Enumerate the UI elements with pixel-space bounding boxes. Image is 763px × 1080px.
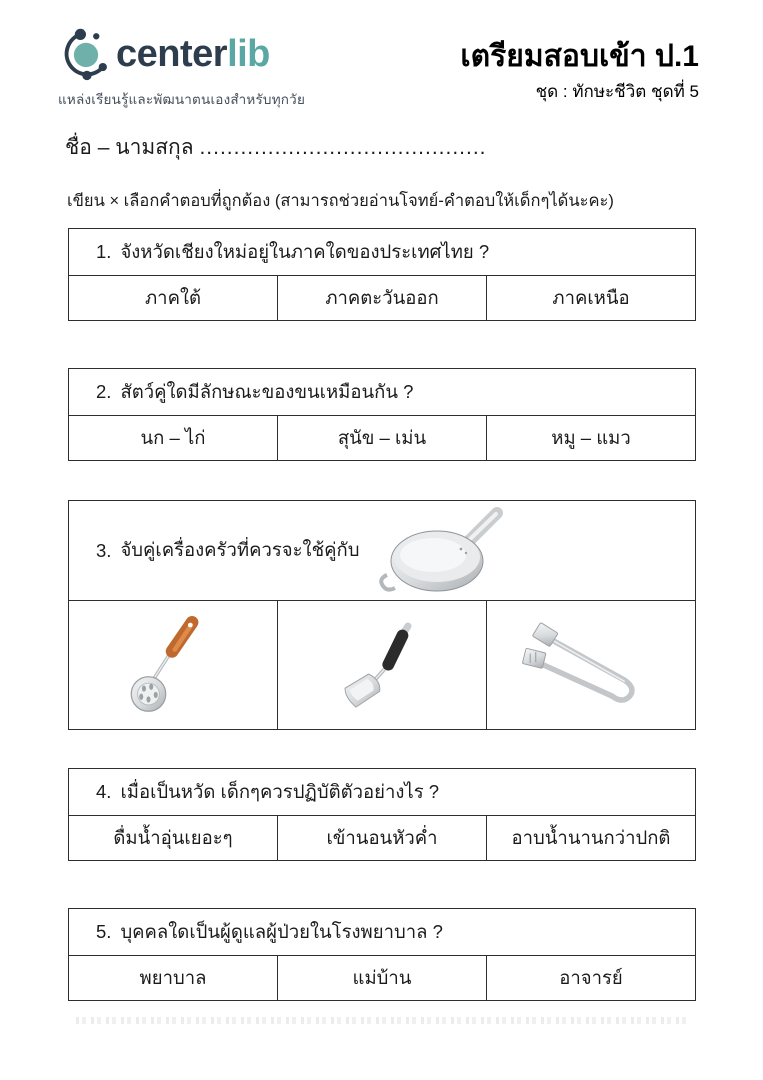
question-4-table xyxy=(68,768,696,861)
answer-option-image[interactable] xyxy=(278,601,487,729)
question-5-table xyxy=(68,908,696,1001)
question-5-options xyxy=(69,956,695,1000)
skimmer-ladle-icon xyxy=(114,606,232,724)
answer-option[interactable]: อาจารย์ xyxy=(559,966,623,988)
answer-option[interactable]: เข้านอนหัวค่ำ xyxy=(278,816,487,860)
question-2-text-row xyxy=(69,369,695,416)
answer-option[interactable]: พยาบาล xyxy=(69,956,278,1000)
question-4-options xyxy=(69,816,695,860)
answer-option[interactable]: ภาคใต้ xyxy=(69,276,278,320)
question-number: 5. xyxy=(96,921,112,942)
brand-tagline: แหล่งเรียนรู้และพัฒนาตนเองสำหรับทุกวัย xyxy=(58,92,306,107)
brand-secondary: lib xyxy=(227,33,270,75)
answer-option[interactable]: สุนัข – เม่น xyxy=(278,416,487,460)
question-4-text-row xyxy=(69,769,695,816)
faint-footer-artifact xyxy=(76,1017,688,1024)
question-1-text-row xyxy=(69,229,695,276)
brand-primary: center xyxy=(116,33,228,75)
question-number: 2. xyxy=(96,381,112,402)
question-text: จับคู่เครื่องครัวที่ควรจะใช้คู่กับ xyxy=(120,539,360,560)
question-5-text-row xyxy=(69,909,695,956)
question-text: เมื่อเป็นหวัด เด็กๆควรปฏิบัติตัวอย่างไร ? xyxy=(120,780,440,802)
question-text: บุคคลใดเป็นผู้ดูแลผู้ป่วยในโรงพยาบาล ? xyxy=(120,920,443,942)
question-3-text-row xyxy=(69,501,695,601)
question-3-options xyxy=(69,601,695,729)
question-1-table xyxy=(68,228,696,321)
answer-option-image[interactable] xyxy=(487,601,695,729)
answer-option[interactable]: หมู – แมว xyxy=(551,426,631,448)
answer-option[interactable]: อาบน้ำนานกว่าปกติ xyxy=(511,826,671,848)
wok-spatula-icon xyxy=(323,606,441,724)
page-title: เตรียมสอบเข้า ป.1 xyxy=(460,40,699,73)
question-number: 3. xyxy=(96,539,112,561)
answer-option[interactable]: แม่บ้าน xyxy=(278,956,487,1000)
answer-option-image[interactable] xyxy=(69,601,278,729)
page-subtitle: ชุด : ทักษะชีวิต ชุดที่ 5 xyxy=(535,81,699,101)
instruction-text: เขียน × เลือกคำตอบที่ถูกต้อง (สามารถช่วยอ่านโจทย์-คำตอบให้เด็กๆได้นะคะ) xyxy=(67,192,614,210)
answer-option[interactable]: ภาคตะวันออก xyxy=(278,276,487,320)
answer-option[interactable]: ภาคเหนือ xyxy=(552,286,630,308)
question-number: 1. xyxy=(96,241,112,262)
name-row xyxy=(65,132,487,164)
question-2-options xyxy=(69,416,695,460)
document-titles xyxy=(460,38,699,105)
name-fill-in-line[interactable]: .......................................... xyxy=(199,136,487,159)
question-text: สัตว์คู่ใดมีลักษณะของขนเหมือนกัน ? xyxy=(120,380,414,402)
question-number: 4. xyxy=(96,781,112,802)
tongs-icon xyxy=(516,609,666,721)
question-3-table xyxy=(68,500,696,730)
answer-option[interactable]: ดื่มน้ำอุ่นเยอะๆ xyxy=(69,816,278,860)
answer-option[interactable]: นก – ไก่ xyxy=(69,416,278,460)
question-text: จังหวัดเชียงใหม่อยู่ในภาคใดของประเทศไทย ? xyxy=(120,240,490,262)
wok-icon xyxy=(373,505,511,599)
centerlib-logo-icon xyxy=(58,26,114,82)
brand-wordmark xyxy=(116,35,270,73)
question-2-table xyxy=(68,368,696,461)
logo xyxy=(58,26,305,110)
name-label: ชื่อ – นามสกุล xyxy=(65,136,194,159)
question-1-options xyxy=(69,276,695,320)
